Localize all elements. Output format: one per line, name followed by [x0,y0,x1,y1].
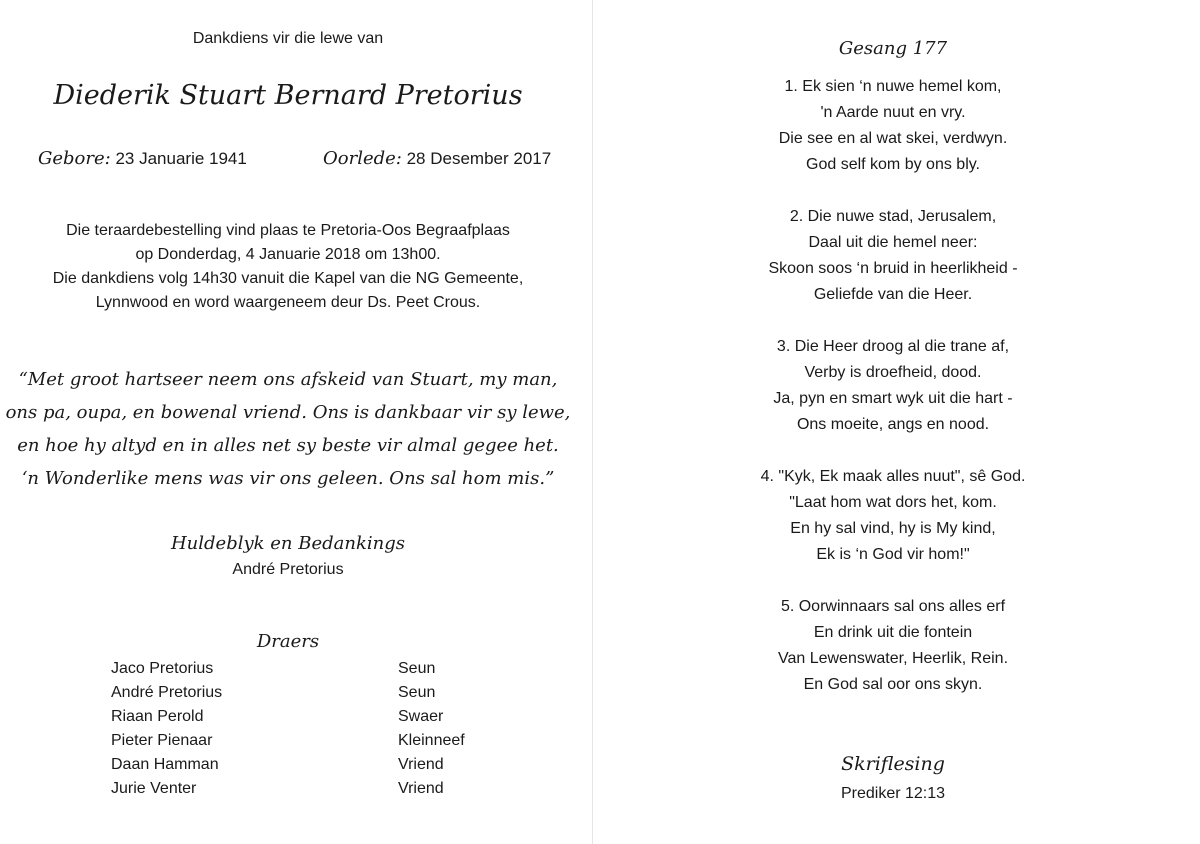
bearer-name: Riaan Perold [111,708,204,725]
verse-line: Verby is droefheid, dood. [804,364,982,381]
intro-line: Dankdiens vir die lewe van [192,30,384,47]
hymn-title: Gesang 177 [838,38,948,59]
service-details [0,219,576,315]
born-date: 23 Januarie 1941 [115,149,247,168]
died-label: Oorlede: [323,148,402,169]
left-page [0,0,580,844]
bearer-name: Jaco Pretorius [111,660,214,677]
bearer-relation: Seun [398,660,436,677]
quote-line: ons pa, oupa, en bowenal vriend. Ons is dankbaar vir sy lewe, [5,402,571,423]
verse-line: En hy sal vind, hy is My kind, [790,520,996,537]
verse-line: En God sal oor ons skyn. [803,676,983,693]
born-label: Gebore: [38,148,111,169]
verse-line: Van Lewenswater, Heerlik, Rein. [777,650,1009,667]
hymn-verse [600,594,1186,698]
verse-line: 1. Ek sien ‘n nuwe hemel kom, [784,78,1002,95]
bearer-name: Jurie Venter [111,780,197,797]
bearer-name: Pieter Pienaar [111,732,213,749]
deceased-name: Diederik Stuart Bernard Pretorius [53,80,523,111]
verse-line: Ek is ‘n God vir hom!" [816,546,970,563]
verse-line: Geliefde van die Heer. [813,286,973,303]
page-fold [592,0,593,844]
hymn-verse [600,464,1186,568]
verse-line: God self kom by ons bly. [806,156,980,173]
verse-line: "Laat hom wat dors het, kom. [789,494,997,511]
tributes-speaker: André Pretorius [232,561,344,578]
hymn-verse [600,74,1186,178]
died-line [323,148,551,169]
verse-line: En drink uit die fontein [813,624,973,641]
scripture-reference: Prediker 12:13 [840,785,946,802]
bearer-relation: Kleinneef [398,732,465,749]
bearer-relation: Swaer [398,708,444,725]
bearer-name: André Pretorius [111,684,223,701]
verse-line: Ja, pyn en smart wyk uit die hart - [773,390,1013,407]
tributes-heading: Huldeblyk en Bedankings [170,533,405,554]
verse-line: 5. Oorwinnaars sal ons alles erf [780,598,1006,615]
details-line: Lynnwood en word waargeneem deur Ds. Peet Crous. [95,294,481,311]
died-date: 28 Desember 2017 [406,149,552,168]
bearer-relation: Vriend [398,756,444,773]
quote-line: ‘n Wonderlike mens was vir ons geleen. Ons sal hom mis.” [21,468,555,489]
verse-line: Skoon soos ‘n bruid in heerlikheid - [768,260,1018,277]
hymn-verse [600,204,1186,308]
born-line [38,148,247,169]
verse-line: Ons moeite, angs en nood. [796,416,990,433]
bearers-heading: Draers [256,631,320,652]
verse-line: 'n Aarde nuut en vry. [820,104,966,121]
details-line: Die teraardebestelling vind plaas te Pretoria-Oos Begraafplaas [66,222,510,239]
details-line: Die dankdiens volg 14h30 vanuit die Kapel van die NG Gemeente, [52,270,524,287]
verse-line: 2. Die nuwe stad, Jerusalem, [789,208,997,225]
right-page [600,0,1200,844]
scripture-reading-heading: Skriflesing [841,753,945,775]
verse-line: 4. "Kyk, Ek maak alles nuut", sê God. [760,468,1026,485]
verse-line: Daal uit die hemel neer: [808,234,978,251]
quote-line: “Met groot hartseer neem ons afskeid van Stuart, my man, [18,369,558,390]
details-line: op Donderdag, 4 Januarie 2018 om 13h00. [135,246,441,263]
verse-line: 3. Die Heer droog al die trane af, [776,338,1010,355]
hymn-verse [600,334,1186,438]
bearer-relation: Vriend [398,780,444,797]
bearer-relation: Seun [398,684,436,701]
verse-line: Die see en al wat skei, verdwyn. [778,130,1008,147]
bearer-name: Daan Hamman [111,756,219,773]
family-quote [0,363,576,495]
quote-line: en hoe hy altyd en in alles net sy beste vir almal gegee het. [17,435,559,456]
